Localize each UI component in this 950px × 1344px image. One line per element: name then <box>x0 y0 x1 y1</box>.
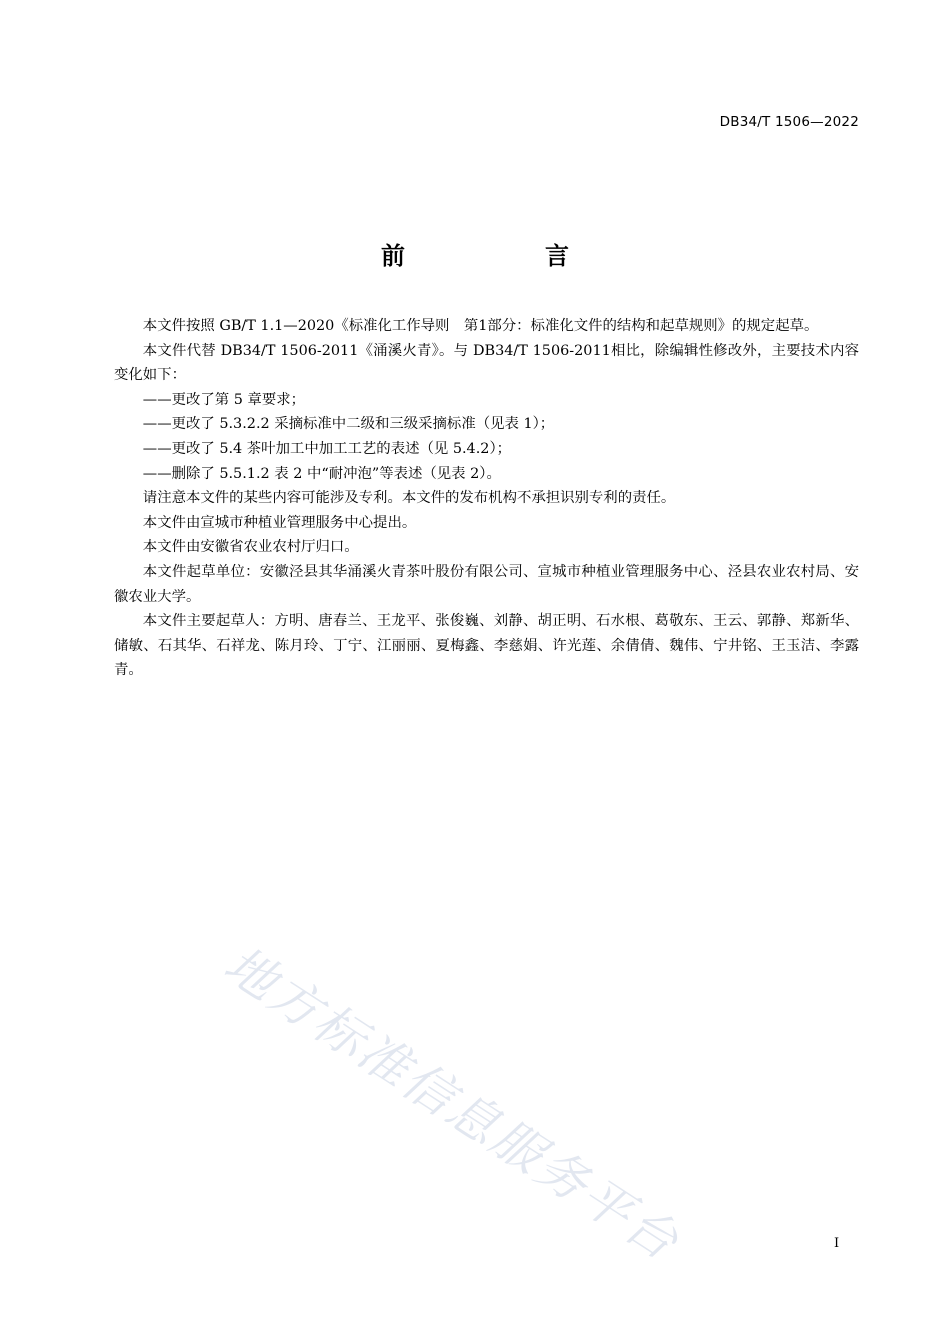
change-item: ——删除了 5.5.1.2 表 2 中“耐冲泡”等表述（见表 2）。 <box>142 465 501 482</box>
change-item: ——更改了 5.3.2.2 采摘标准中二级和三级采摘标准（见表 1）； <box>142 416 555 433</box>
paragraph-proposer: 本文件由宣城市种植业管理服务中心提出。 <box>142 514 417 531</box>
paragraph-drafting-rules: 本文件按照 GB/T 1.1—2020《标准化工作导则 第1部分：标准化文件的结构和起草规则》的规定起草。 <box>142 318 819 334</box>
page-number: I <box>834 1236 840 1251</box>
change-item: ——更改了 5.4 茶叶加工中加工工艺的表述（见 5.4.2）； <box>142 440 512 457</box>
paragraph-drafting-units: 本文件起草单位：安徽泾县其华涌溪火青茶叶股份有限公司、宣城市种植业管理服务中心、泾县农业农村局、安徽农业大学。 <box>114 563 859 605</box>
watermark: 地方标准信息服务平台 <box>214 935 691 1273</box>
document-code: DB34/T 1506—2022 <box>719 114 859 130</box>
paragraph-replacement: 本文件代替 DB34/T 1506-2011《涌溪火青》。与 DB34/T 1506-2011相比，除编辑性修改外，主要技术内容变化如下： <box>114 342 859 384</box>
change-item: ——更改了第 5 章要求； <box>142 391 306 408</box>
page-title: 前 言 <box>381 242 627 270</box>
foreword-body <box>114 314 859 683</box>
paragraph-drafters: 本文件主要起草人：方明、唐春兰、王龙平、张俊巍、刘静、胡正明、石水根、葛敬东、王云、郭静、郑新华、储敏、石其华、石祥龙、陈月玲、丁宁、江丽丽、夏梅鑫、李慈娟、许光莲、余倩倩、魏伟、宁井铭、王玉洁、李露青。 <box>114 613 859 679</box>
paragraph-centralized: 本文件由安徽省农业农村厅归口。 <box>142 539 359 556</box>
paragraph-patent-notice: 请注意本文件的某些内容可能涉及专利。本文件的发布机构不承担识别专利的责任。 <box>142 490 676 507</box>
